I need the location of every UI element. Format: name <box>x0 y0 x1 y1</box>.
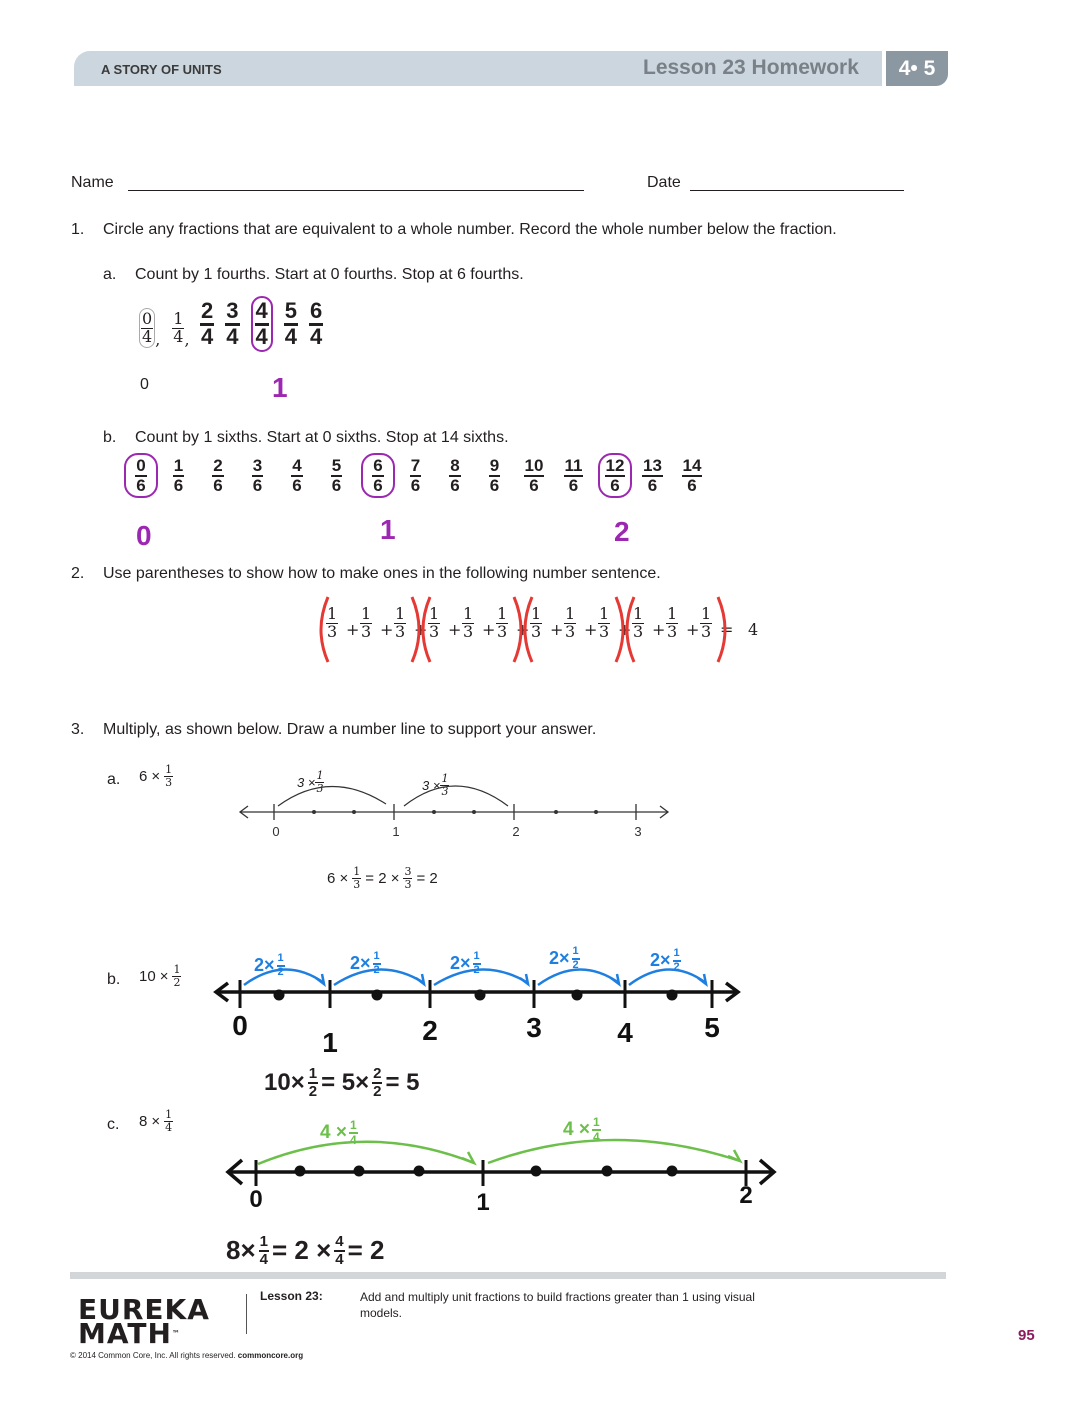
problem3-number: 3. <box>71 721 85 738</box>
problem3b-equation: 10× $\frac{1}{2}$ = 5× $\frac{2}{2}$ = 5 <box>264 1065 420 1100</box>
sentence-result: 4 <box>748 620 759 639</box>
hand-fraction-circled: $\frac{12}{6}$ <box>598 453 632 498</box>
jump-arc-3b <box>629 969 706 985</box>
point-3a <box>432 810 436 814</box>
point-3c <box>602 1166 613 1177</box>
plus-sign: + <box>414 620 428 639</box>
problem3a-equation: 6 × $\frac{1}{3}$ = 2 × $\frac{3}{3}$ = 2 <box>327 865 438 891</box>
point-3b <box>572 990 583 1001</box>
problem3c-label: c. <box>107 1116 120 1133</box>
point-3b <box>274 990 285 1001</box>
hand-fraction: $\frac{14}{6}$ <box>682 456 702 495</box>
equals-sign: = <box>720 620 734 639</box>
hand-fraction: $\frac{1}{6}$ <box>173 456 184 495</box>
problem1b-hand-whole-0: 0 <box>136 520 152 551</box>
page-number: 95 <box>1018 1327 1035 1344</box>
series-title: A STORY OF UNITS <box>101 62 222 77</box>
lesson-title: Lesson 23 Homework <box>643 56 859 79</box>
sentence-term: $\frac{1}{3}$ <box>497 604 508 641</box>
jump-arc-3b <box>244 969 324 985</box>
jump-arc-3c <box>258 1142 474 1164</box>
point-3a <box>312 810 316 814</box>
left-parenthesis <box>423 597 430 662</box>
point-3a <box>594 810 598 814</box>
problem3a-label: a. <box>107 771 121 788</box>
problem1b-hand-whole-1: 1 <box>380 514 396 545</box>
plus-sign: + <box>652 620 666 639</box>
tick-label-3c: 0 <box>249 1186 263 1213</box>
right-parenthesis <box>718 597 725 662</box>
tick-label-3a: 2 <box>512 824 520 839</box>
hand-fraction: $\frac{7}{6}$ <box>410 456 421 495</box>
tick-label-3b: 0 <box>232 1010 248 1041</box>
sentence-term: $\frac{1}{3}$ <box>599 604 610 641</box>
problem1a-label: a. <box>103 266 117 283</box>
jump-arc-3a <box>404 786 508 806</box>
problem3a-expression: 6 × $\frac{1}{3}$ <box>139 763 173 789</box>
point-3a <box>472 810 476 814</box>
hand-fraction: $\frac{11}{6}$ <box>564 456 583 495</box>
jump-arc-3b <box>334 969 424 985</box>
jump-arc-3c <box>488 1140 740 1163</box>
problem1b-prompt: Count by 1 sixths. Start at 0 sixths. Stop at 14 sixths. <box>135 429 509 446</box>
problem3c-jump-label-2: 4 × $\frac{1}{4}$ <box>563 1115 600 1144</box>
tick-label-3c: 1 <box>476 1189 490 1216</box>
eureka-math-logo: EUREKA MATH™ <box>78 1293 210 1350</box>
plus-sign: + <box>584 620 598 639</box>
problem1a-prompt: Count by 1 fourths. Start at 0 fourths. Stop at 6 fourths. <box>135 266 524 283</box>
problem1a-printed-fractions: $\frac{0}{4}$ , $\frac{1}{4}$ , <box>139 308 190 349</box>
right-parenthesis <box>514 597 521 662</box>
tick-label-3b: 1 <box>322 1027 338 1058</box>
plus-sign: + <box>516 620 530 639</box>
jump-arrowhead-3b <box>520 974 528 984</box>
tick-label-3a: 0 <box>272 824 280 839</box>
sentence-term: $\frac{1}{3}$ <box>463 604 474 641</box>
sentence-term: $\frac{1}{3}$ <box>633 604 644 641</box>
plus-sign: + <box>686 620 700 639</box>
problem1-number: 1. <box>71 221 85 238</box>
problem3c-expression: 8 × $\frac{1}{4}$ <box>139 1108 173 1134</box>
footer-lesson-label: Lesson 23: <box>260 1289 323 1303</box>
plus-sign: + <box>346 620 360 639</box>
problem1a-printed-whole: 0 <box>140 376 149 393</box>
point-3c <box>295 1166 306 1177</box>
printed-fraction: $\frac{0}{4}$ <box>139 308 155 348</box>
problem3b-expression: 10 × $\frac{1}{2}$ <box>139 963 181 989</box>
plus-sign: + <box>618 620 632 639</box>
tick-label-3b: 3 <box>526 1012 542 1043</box>
point-3b <box>372 990 383 1001</box>
plus-sign: + <box>448 620 462 639</box>
tick-label-3a: 3 <box>634 824 642 839</box>
hand-fraction: $\frac{4}{6}$ <box>292 456 302 495</box>
hand-fraction-circled: $\frac{0}{6}$ <box>124 453 158 498</box>
point-3c <box>414 1166 425 1177</box>
problem1a-hand-whole: 1 <box>272 372 288 403</box>
jump-arrowhead-3c <box>462 1152 474 1163</box>
plus-sign: + <box>380 620 394 639</box>
problem3b-label: b. <box>107 971 121 988</box>
left-parenthesis <box>627 597 634 662</box>
name-label: Name <box>71 174 114 191</box>
footer-rule <box>70 1272 946 1279</box>
problem3b-jump-label: 2× $\frac{1}{2}$ <box>350 950 380 976</box>
problem3a-jump-label-1: 3 × $\frac{1}{3}$ <box>297 769 324 795</box>
point-3c <box>354 1166 365 1177</box>
sentence-term: $\frac{1}{3}$ <box>395 604 406 641</box>
sentence-term: $\frac{1}{3}$ <box>667 604 678 641</box>
hand-fraction: $\frac{3}{6}$ <box>252 456 263 495</box>
point-3c <box>531 1166 542 1177</box>
jump-arc-3b <box>538 969 619 985</box>
hand-fraction: $\frac{10}{6}$ <box>524 456 544 495</box>
hand-fraction: $\frac{2}{6}$ <box>213 456 223 495</box>
left-parenthesis <box>321 597 328 662</box>
grade-module-badge: 4• 5 <box>886 51 948 86</box>
right-parenthesis <box>616 597 623 662</box>
problem1b-hand-whole-2: 2 <box>614 516 630 547</box>
jump-arc-3a <box>278 786 386 806</box>
right-parenthesis <box>412 597 419 662</box>
footer-divider <box>246 1294 247 1334</box>
left-parenthesis <box>525 597 532 662</box>
hand-fraction: $\frac{3}{4}$ <box>226 298 239 349</box>
point-3c <box>667 1166 678 1177</box>
plus-sign: + <box>550 620 564 639</box>
tick-label-3b: 4 <box>617 1017 633 1048</box>
date-label: Date <box>647 174 681 191</box>
problem3b-jump-label: 2× $\frac{1}{2}$ <box>549 945 579 971</box>
hand-fraction: $\frac{6}{4}$ <box>310 298 323 349</box>
jump-arrowhead-3c <box>728 1150 740 1161</box>
sentence-term: $\frac{1}{3}$ <box>701 604 712 641</box>
footer-lesson-description: Add and multiply unit fractions to build fractions greater than 1 using visual models. <box>360 1290 755 1320</box>
copyright: © 2014 Common Core, Inc. All rights reserved. commoncore.org <box>70 1351 304 1360</box>
problem3a-jump-label-2: 3 × $\frac{1}{3}$ <box>422 772 449 798</box>
problem1b-label: b. <box>103 429 117 446</box>
point-3b <box>667 990 678 1001</box>
sentence-term: $\frac{1}{3}$ <box>429 604 440 641</box>
hand-fraction: $\frac{5}{6}$ <box>331 456 342 495</box>
hand-fraction: $\frac{2}{4}$ <box>201 298 214 349</box>
sentence-term: $\frac{1}{3}$ <box>327 604 338 641</box>
problem3b-jump-label: 2× $\frac{1}{2}$ <box>450 950 480 976</box>
point-3b <box>475 990 486 1001</box>
problem3c-equation: 8× $\frac{1}{4}$ = 2 × $\frac{4}{4}$ = 2 <box>226 1233 385 1268</box>
hand-fraction: $\frac{9}{6}$ <box>489 456 500 495</box>
tick-label-3b: 5 <box>704 1012 720 1043</box>
plus-sign: + <box>482 620 496 639</box>
problem3b-jump-label: 2× $\frac{1}{2}$ <box>650 947 680 973</box>
sentence-term: $\frac{1}{3}$ <box>361 604 372 641</box>
point-3a <box>352 810 356 814</box>
problem3b-jump-label: 2× $\frac{1}{2}$ <box>254 952 284 978</box>
hand-fraction: $\frac{5}{4}$ <box>284 298 297 349</box>
tick-label-3c: 2 <box>739 1182 753 1209</box>
printed-fraction: $\frac{1}{4}$ <box>173 309 184 346</box>
point-3a <box>554 810 558 814</box>
problem3c-jump-label-1: 4 × $\frac{1}{4}$ <box>320 1118 357 1147</box>
problem3-instruction: Multiply, as shown below. Draw a number line to support your answer. <box>103 721 597 738</box>
problem2-number: 2. <box>71 565 85 582</box>
problem2-instruction: Use parentheses to show how to make ones in the following number sentence. <box>103 565 661 582</box>
jump-arc-3b <box>434 969 528 985</box>
hand-fraction-circled: $\frac{6}{6}$ <box>361 453 395 498</box>
sentence-term: $\frac{1}{3}$ <box>531 604 542 641</box>
sentence-term: $\frac{1}{3}$ <box>565 604 576 641</box>
problem1-instruction: Circle any fractions that are equivalent to a whole number. Record the whole number below the fraction. <box>103 221 837 238</box>
hand-fraction: $\frac{13}{6}$ <box>643 456 662 495</box>
tick-label-3b: 2 <box>422 1015 438 1046</box>
hand-fraction: $\frac{8}{6}$ <box>450 456 460 495</box>
hand-fraction-circled: $\frac{4}{4}$ <box>251 296 273 352</box>
tick-label-3a: 1 <box>392 824 400 839</box>
jump-arrowhead-3b <box>416 974 424 984</box>
